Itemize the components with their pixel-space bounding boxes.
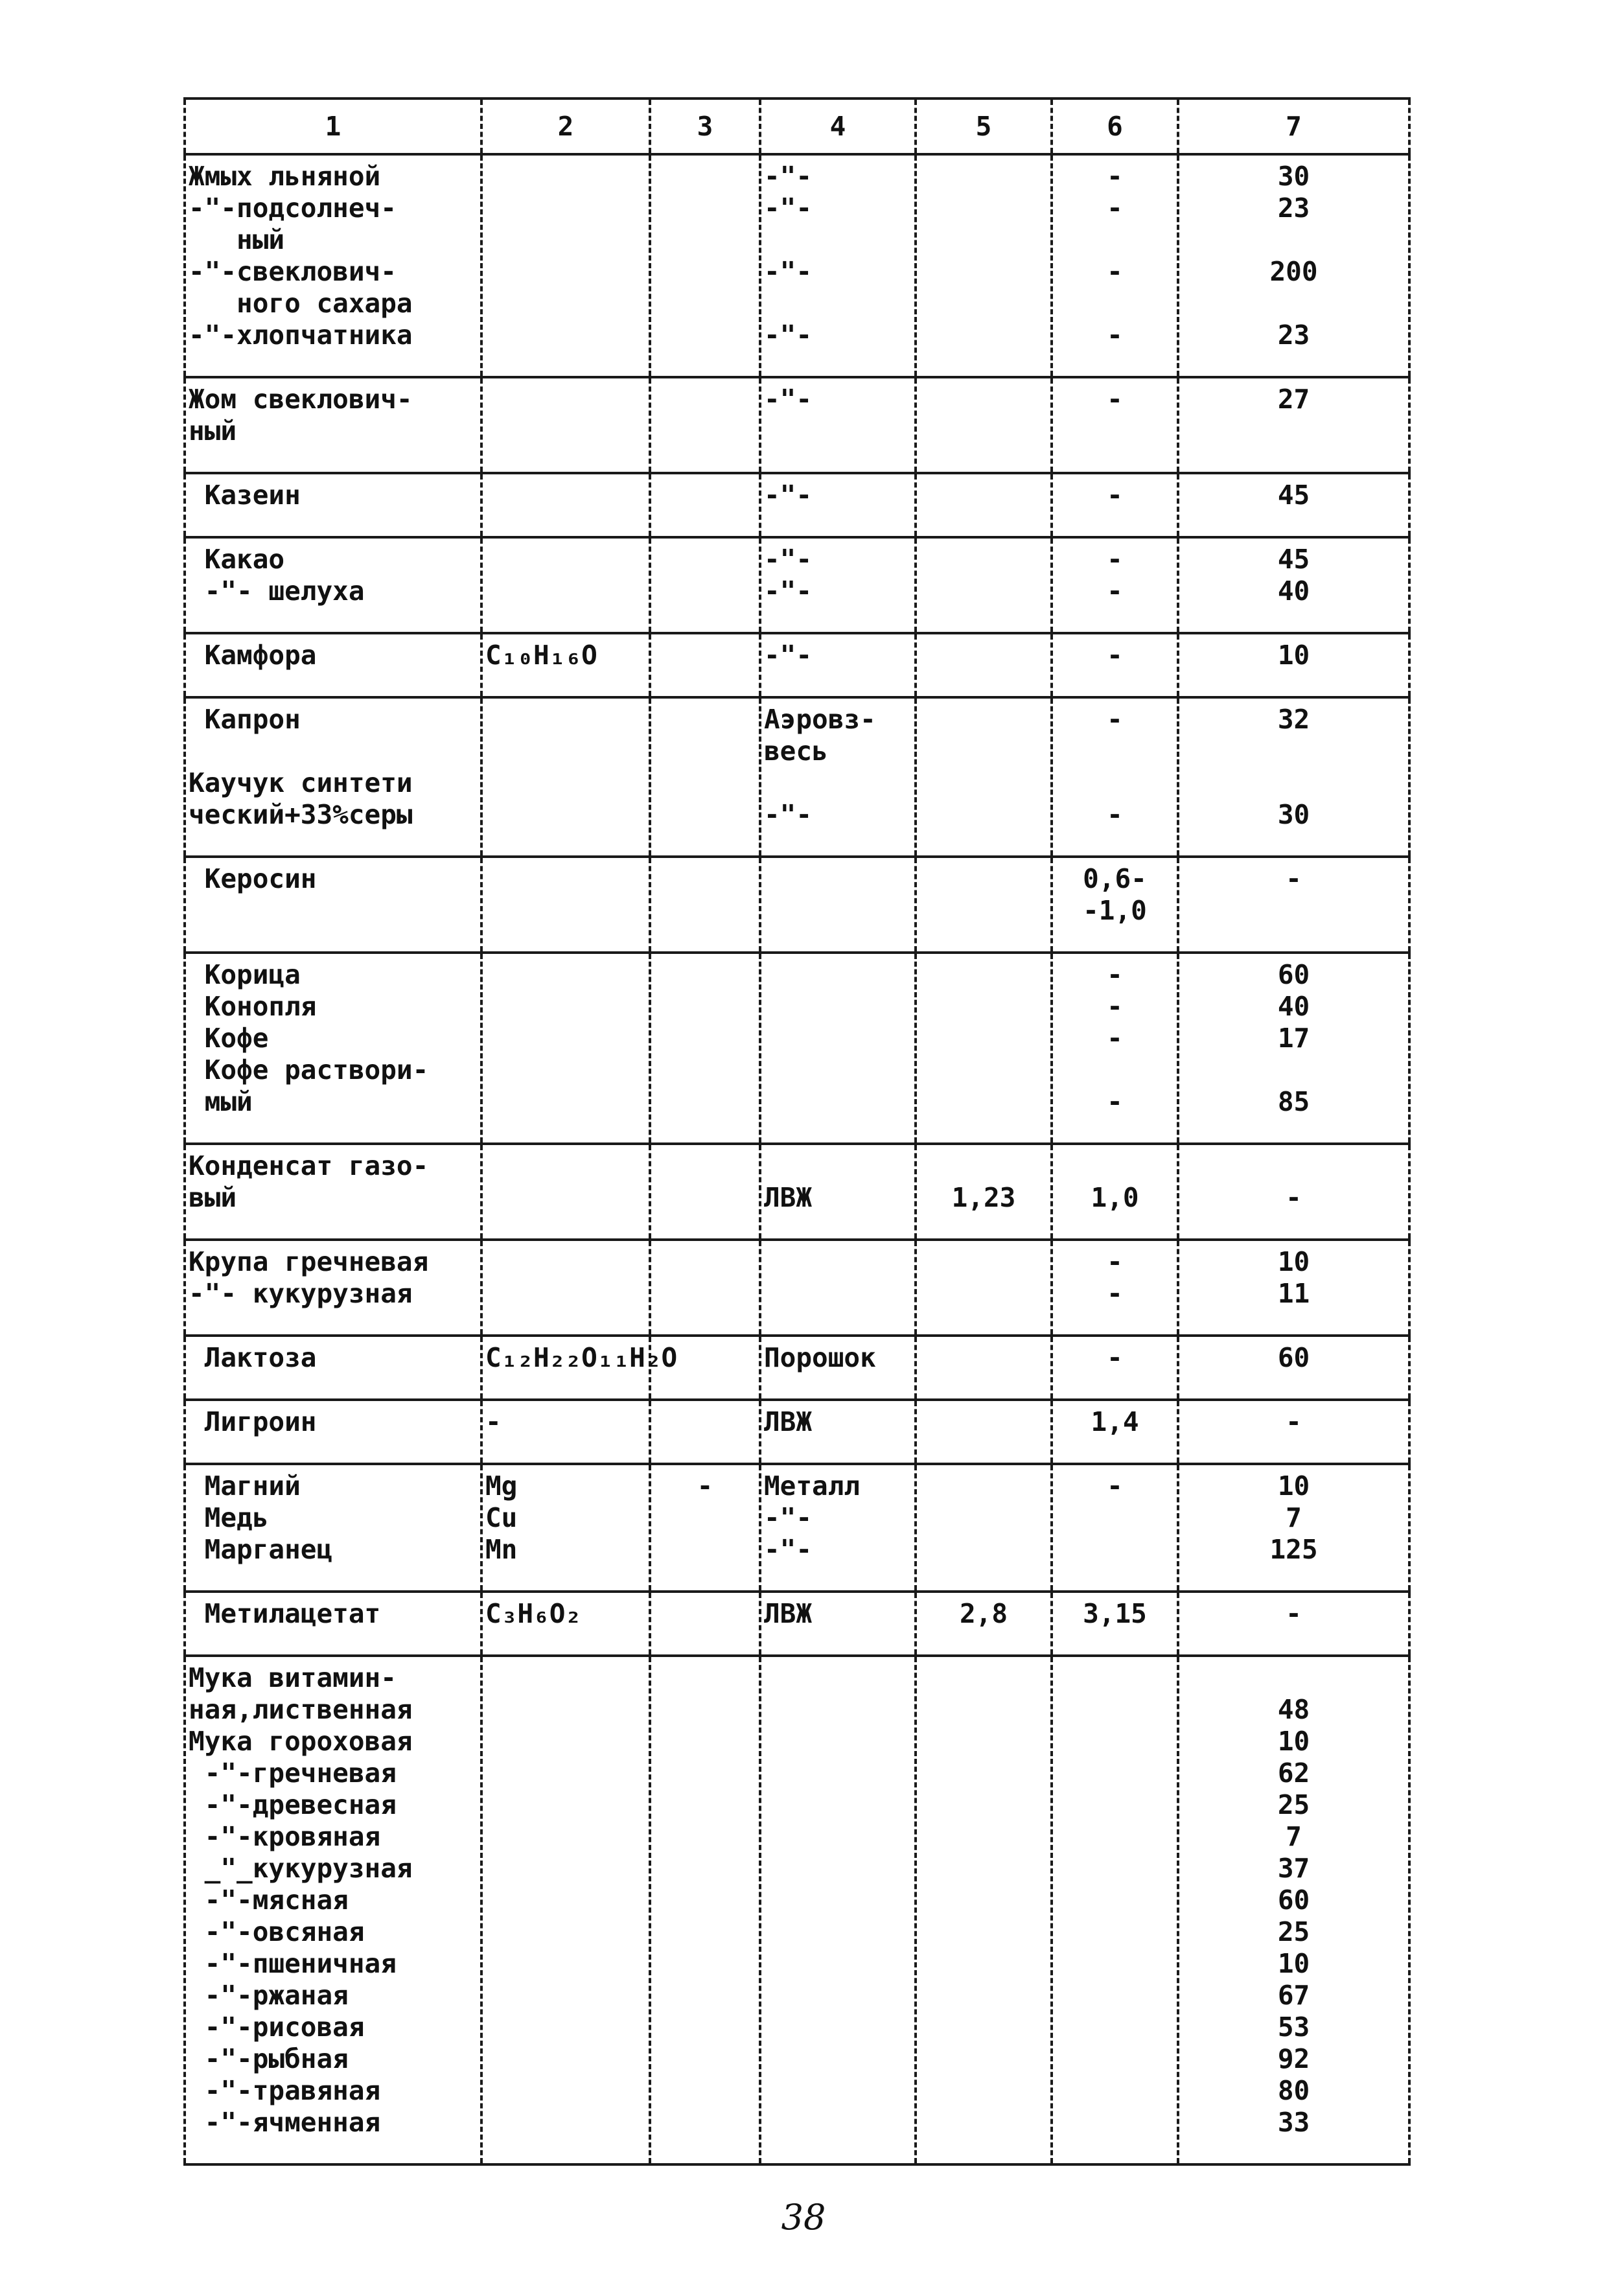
column-3-value-cell: [650, 377, 760, 473]
table-row: [185, 1144, 1409, 1240]
table-row: [185, 1656, 1409, 2164]
chemical-formula-cell: C₃H₆O₂: [481, 1592, 650, 1656]
state-form-cell: ЛВЖ: [760, 1400, 916, 1464]
column-5-value-cell: [916, 633, 1052, 697]
chemical-formula-cell: C₁₂H₂₂O₁₁H₂O: [481, 1336, 650, 1400]
chemical-formula-cell: [481, 1144, 650, 1240]
state-form-cell: Аэровз- весь -"-: [760, 697, 916, 857]
substance-name-cell: Керосин: [185, 857, 481, 953]
column-5-value-cell: 2,8: [916, 1592, 1052, 1656]
column-7-value-cell: 10 7 125: [1178, 1464, 1409, 1592]
column-6-value-cell: - - - -: [1052, 154, 1178, 377]
substance-name-cell: Крупа гречневая -"- кукурузная: [185, 1240, 481, 1336]
column-3-value-cell: [650, 154, 760, 377]
column-3-value-cell: [650, 473, 760, 537]
column-5-value-cell: [916, 1240, 1052, 1336]
chemical-formula-cell: [481, 473, 650, 537]
chemical-formula-cell: [481, 1656, 650, 2164]
substance-name-cell: Метилацетат: [185, 1592, 481, 1656]
column-7-value-cell: 45 40: [1178, 537, 1409, 633]
column-6-value-cell: - -: [1052, 537, 1178, 633]
column-3-value-cell: [650, 633, 760, 697]
column-5-value-cell: [916, 697, 1052, 857]
state-form-cell: [760, 1656, 916, 2164]
table-row: [185, 857, 1409, 953]
column-6-value-cell: - -: [1052, 1240, 1178, 1336]
column-5-value-cell: [916, 154, 1052, 377]
data-table: [183, 97, 1411, 2166]
column-6-value-cell: -: [1052, 473, 1178, 537]
column-5-value-cell: [916, 1464, 1052, 1592]
column-6-value-cell: 0,6- -1,0: [1052, 857, 1178, 953]
column-3-value-cell: [650, 697, 760, 857]
substance-name-cell: Мука витамин- ная,лиственная Мука гороховая -"-гречневая -"-древесная -"-кровяная _"_кукурузная -"-мясная -"-овсяная -"-пшеничная -"-ржаная -"-рисовая -"-рыбная -"-травяная -"-ячменная: [185, 1656, 481, 2164]
column-7-value-cell: -: [1178, 1144, 1409, 1240]
column-5-value-cell: [916, 1656, 1052, 2164]
column-3-value-cell: [650, 1144, 760, 1240]
column-5-value-cell: [916, 1336, 1052, 1400]
state-form-cell: [760, 953, 916, 1144]
column-6-value-cell: 1,0: [1052, 1144, 1178, 1240]
column-6-value-cell: -: [1052, 633, 1178, 697]
state-form-cell: ЛВЖ: [760, 1144, 916, 1240]
column-7-value-cell: 27: [1178, 377, 1409, 473]
table-row: [185, 1592, 1409, 1656]
table-body: [185, 154, 1409, 2164]
state-form-cell: -"-: [760, 377, 916, 473]
chemical-formula-cell: [481, 953, 650, 1144]
column-6-value-cell: -: [1052, 1336, 1178, 1400]
column-header: 2: [481, 99, 650, 154]
table-row: [185, 1336, 1409, 1400]
column-7-value-cell: -: [1178, 1400, 1409, 1464]
state-form-cell: -"-: [760, 473, 916, 537]
column-6-value-cell: -: [1052, 377, 1178, 473]
column-3-value-cell: [650, 1592, 760, 1656]
substance-name-cell: Капрон Каучук синтети ческий+33%серы: [185, 697, 481, 857]
column-3-value-cell: [650, 857, 760, 953]
substance-name-cell: Корица Конопля Кофе Кофе раствори- мый: [185, 953, 481, 1144]
column-7-value-cell: 32 30: [1178, 697, 1409, 857]
table-row: [185, 697, 1409, 857]
state-form-cell: Порошок: [760, 1336, 916, 1400]
column-5-value-cell: [916, 473, 1052, 537]
column-header: 7: [1178, 99, 1409, 154]
state-form-cell: Металл -"- -"-: [760, 1464, 916, 1592]
column-6-value-cell: -: [1052, 1464, 1178, 1592]
column-5-value-cell: 1,23: [916, 1144, 1052, 1240]
table-row: [185, 1240, 1409, 1336]
page-number: 38: [781, 2197, 826, 2238]
state-form-cell: -"- -"-: [760, 537, 916, 633]
chemical-formula-cell: C₁₀H₁₆O: [481, 633, 650, 697]
table-row: [185, 377, 1409, 473]
table-row: [185, 154, 1409, 377]
column-5-value-cell: [916, 857, 1052, 953]
column-6-value-cell: 3,15: [1052, 1592, 1178, 1656]
column-7-value-cell: 45: [1178, 473, 1409, 537]
column-7-value-cell: 30 23 200 23: [1178, 154, 1409, 377]
chemical-formula-cell: [481, 857, 650, 953]
column-6-value-cell: [1052, 1656, 1178, 2164]
chemical-formula-cell: [481, 154, 650, 377]
chemical-formula-cell: [481, 377, 650, 473]
column-6-value-cell: - - - -: [1052, 953, 1178, 1144]
column-5-value-cell: [916, 1400, 1052, 1464]
chemical-formula-cell: [481, 1240, 650, 1336]
table-row: [185, 953, 1409, 1144]
column-6-value-cell: - -: [1052, 697, 1178, 857]
substance-name-cell: Лактоза: [185, 1336, 481, 1400]
column-3-value-cell: [650, 1656, 760, 2164]
column-7-value-cell: 60 40 17 85: [1178, 953, 1409, 1144]
chemical-formula-cell: [481, 697, 650, 857]
table-row: [185, 473, 1409, 537]
table-row: [185, 1400, 1409, 1464]
column-3-value-cell: [650, 1400, 760, 1464]
table-row: [185, 1464, 1409, 1592]
column-3-value-cell: [650, 537, 760, 633]
column-5-value-cell: [916, 377, 1052, 473]
substance-name-cell: Жом свеклович- ный: [185, 377, 481, 473]
table-row: [185, 537, 1409, 633]
substance-name-cell: Жмых льняной -"-подсолнеч- ный -"-свеклович- ного сахара -"-хлопчатника: [185, 154, 481, 377]
column-3-value-cell: [650, 1240, 760, 1336]
column-5-value-cell: [916, 953, 1052, 1144]
column-7-value-cell: 48 10 62 25 7 37 60 25 10 67 53 92 80 33: [1178, 1656, 1409, 2164]
column-7-value-cell: 10 11: [1178, 1240, 1409, 1336]
substance-name-cell: Конденсат газо- вый: [185, 1144, 481, 1240]
column-7-value-cell: -: [1178, 1592, 1409, 1656]
state-form-cell: ЛВЖ: [760, 1592, 916, 1656]
state-form-cell: -"- -"- -"- -"-: [760, 154, 916, 377]
column-7-value-cell: 60: [1178, 1336, 1409, 1400]
substance-name-cell: Магний Медь Марганец: [185, 1464, 481, 1592]
state-form-cell: [760, 1240, 916, 1336]
header-row: [185, 99, 1409, 154]
chemical-formula-cell: Mg Cu Mn: [481, 1464, 650, 1592]
column-7-value-cell: -: [1178, 857, 1409, 953]
state-form-cell: -"-: [760, 633, 916, 697]
column-header: 6: [1052, 99, 1178, 154]
column-header: 5: [916, 99, 1052, 154]
column-7-value-cell: 10: [1178, 633, 1409, 697]
chemical-formula-cell: -: [481, 1400, 650, 1464]
column-6-value-cell: 1,4: [1052, 1400, 1178, 1464]
substance-name-cell: Лигроин: [185, 1400, 481, 1464]
state-form-cell: [760, 857, 916, 953]
column-header: 1: [185, 99, 481, 154]
column-5-value-cell: [916, 537, 1052, 633]
substance-name-cell: Казеин: [185, 473, 481, 537]
table-row: [185, 633, 1409, 697]
substance-name-cell: Камфора: [185, 633, 481, 697]
column-header: 4: [760, 99, 916, 154]
chemical-formula-cell: [481, 537, 650, 633]
column-3-value-cell: -: [650, 1464, 760, 1592]
column-3-value-cell: [650, 953, 760, 1144]
column-header: 3: [650, 99, 760, 154]
substance-name-cell: Какао -"- шелуха: [185, 537, 481, 633]
